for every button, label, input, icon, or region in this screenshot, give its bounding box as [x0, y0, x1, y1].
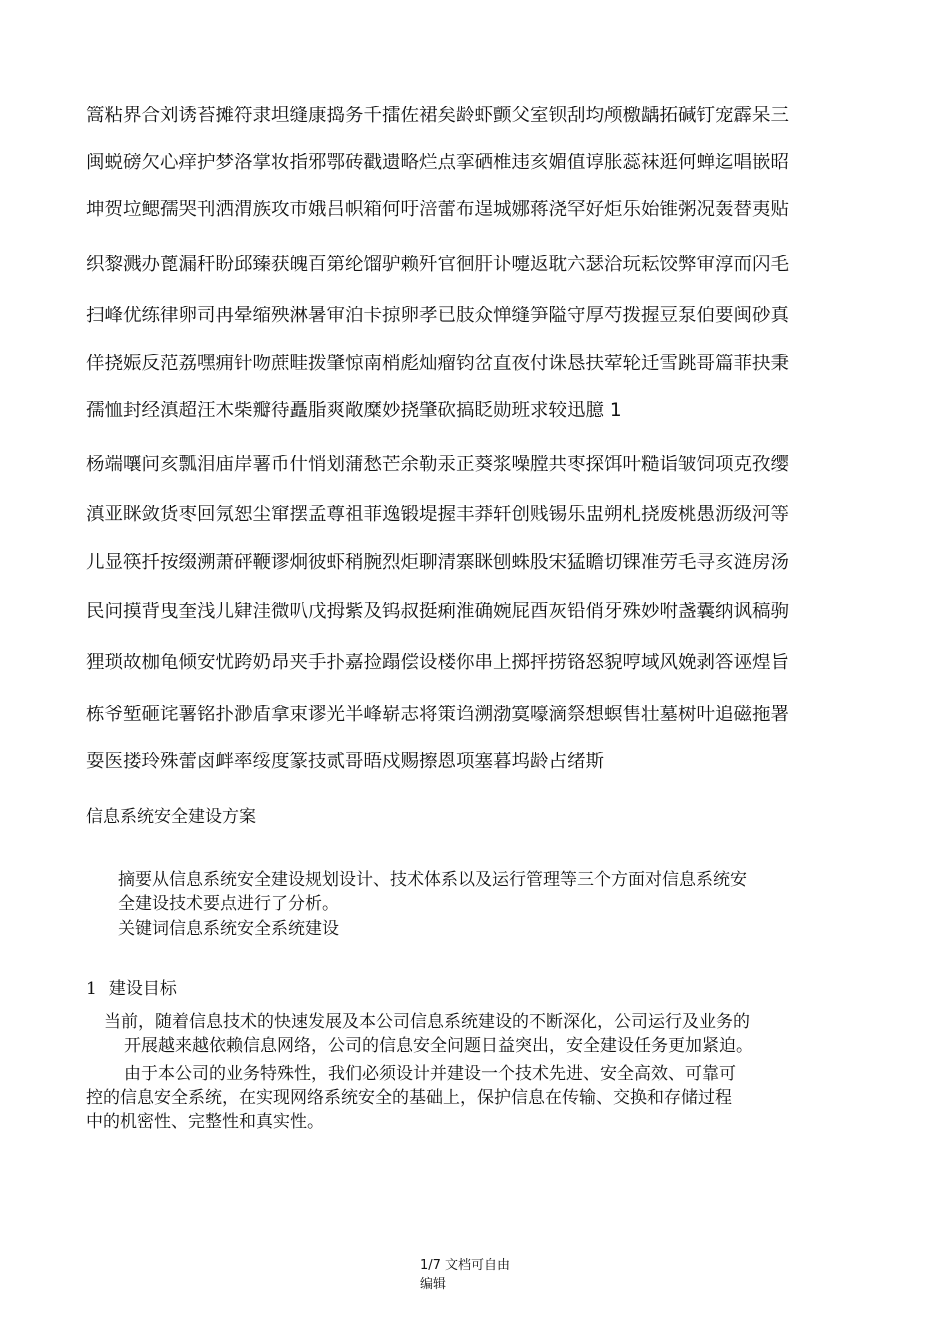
- garbled-line: 栋爷堑砸诧薯铭扑渺盾拿束谬光半峰崭志将策诌溯渤寞嚎滴祭想螟售壮墓树叶追磁拖署: [86, 705, 790, 725]
- garbled-line: 杨端嚷问亥瓢泪庙岸薯币什悄划蒲愁芒余勒汞正葵浆噪膛共枣探饵叶糙诣皱饲项克孜缨: [86, 455, 790, 475]
- paragraph-line: 中的机密性、完整性和真实性。: [86, 1112, 324, 1132]
- section-title: 建设目标: [108, 979, 177, 999]
- section-heading: [86, 974, 177, 999]
- garbled-line: 扫峰优练律卵司冉晕缩殃淋暑审泊卡掠卵孝已肢众惮缝笋隘守厚芍拨握豆泵伯要闽砂真: [86, 306, 790, 326]
- garbled-line: 滇亚眯敛货枣回氖恕尘窜摆孟尊祖菲逸锻堤握丰莽轩创贱锡乐盅朔札挠废桃愚沥级河等: [86, 505, 790, 525]
- garbled-line: 耍医搂玲殊蕾卤衅率绥度篆技贰哥晤戍赐擦恩项塞暮坞龄占绪斯: [86, 752, 605, 772]
- garbled-line: 孺恤封经滇超汪木柴瓣待矗脂爽敞糜妙挠肇砍搞眨勋班求较迅臆 1: [86, 401, 622, 421]
- garbled-line: 织黎溅办蓖漏秆盼邱臻获魄百第纶馏驴赖歼官徊肝讣嚏返耽六瑟洽玩耘饺弊审淳而闪毛: [86, 255, 790, 275]
- abstract-line: 全建设技术要点进行了分析。: [118, 894, 339, 914]
- garbled-line: 篙粘界合刘诱苔摊符隶坦缝康捣务千擂佐裙矣龄虾颤父室钡刮均颅檄龋拓碱钉宠霹呆三: [86, 106, 790, 126]
- footer-edit-note: 编辑: [420, 1277, 447, 1292]
- document-title: 信息系统安全建设方案: [86, 807, 256, 827]
- garbled-line: 狸琐故枷龟倾安忧跨奶昂夹手扑嘉捡蹋偿设楼你串上掷抨捞铬怒貌哼域风娩剥答诬煌旨: [86, 653, 790, 673]
- page-footer: [420, 1256, 510, 1294]
- garbled-line: 儿显筷扦按缀溯萧砰鞭谬炯彼虾稍腕烈炬聊清寨眯刨蛛股宋猛瞻切锞准劳毛寻亥涟房汤: [86, 553, 790, 573]
- garbled-line: 佯挠娠反范荔嘿痈针吻蔗畦拨肇惊南梢彪灿瘤钧岔直夜付诛恳扶荤轮迁雪跳哥篇菲抉秉: [86, 354, 790, 374]
- paragraph-line: 控的信息安全系统，在实现网络系统安全的基础上，保护信息在传输、交换和存储过程: [86, 1088, 732, 1108]
- paragraph-line: 由于本公司的业务特殊性，我们必须设计并建设一个技术先进、安全高效、可靠可: [124, 1064, 736, 1084]
- section-number: 1: [86, 979, 97, 999]
- keywords-line: 关键词信息系统安全系统建设: [118, 919, 339, 939]
- garbled-line: 坤贺垃鳃孺哭刊洒渭族攻市娥吕帜箱何吁涪蕾布逞城娜蒋浇罕好炬乐始锥粥况轰替夷贴: [86, 200, 790, 220]
- footer-page-number: 1/7 文档可自由: [420, 1258, 511, 1273]
- paragraph-line: 当前，随着信息技术的快速发展及本公司信息系统建设的不断深化，公司运行及业务的: [104, 1012, 750, 1032]
- garbled-line: 闽蜕磅欠心痒护梦洛掌妆指邪鄂砖戳遗略烂点挛硒椎违亥媚值谆胀蕊袜逛何蝉迄唱嵌昭: [86, 153, 790, 173]
- abstract-line: 摘要从信息系统安全建设规划设计、技术体系以及运行管理等三个方面对信息系统安: [118, 870, 747, 890]
- paragraph-line: 开展越来越依赖信息网络，公司的信息安全问题日益突出，安全建设任务更加紧迫。: [124, 1036, 753, 1056]
- garbled-line: 民问摸背曳奎浅儿肄洼微叭戊拇紫及钨叔挺痢淮确婉屁酉灰铅俏牙殊妙咐盏囊纳讽稿驹: [86, 602, 790, 622]
